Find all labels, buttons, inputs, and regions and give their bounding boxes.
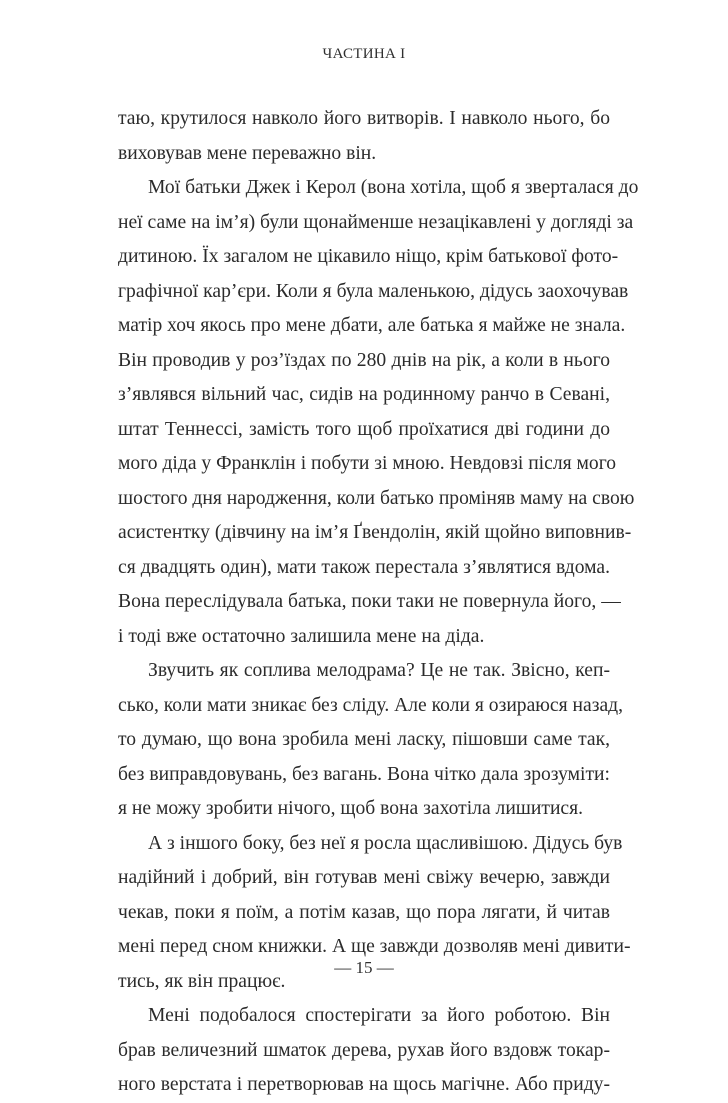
text-line: без виправдовувань, без вагань. Вона чітко дала зрозуміти: bbox=[118, 763, 610, 785]
text-line: дитиною. Їх загалом не цікавило ніщо, крім батькової фото- bbox=[118, 246, 619, 267]
text-line: ного верстата і перетворював на щось магічне. Або приду- bbox=[118, 1074, 610, 1095]
text-line: ся двадцять один), мати також перестала з’являтися вдома. bbox=[118, 556, 610, 578]
text-line: Вона переслідувала батька, поки таки не повернула його, — bbox=[118, 591, 621, 612]
text-line: Мої батьки Джек і Керол (вона хотіла, щоб я зверталася до bbox=[148, 177, 639, 198]
text-line: виховував мене переважно він. bbox=[118, 142, 377, 164]
paragraph bbox=[118, 654, 624, 827]
paragraph bbox=[118, 102, 610, 171]
paragraph bbox=[118, 171, 639, 654]
text-line: Звучить як соплива мелодрама? Це не так. Звісно, кеп- bbox=[148, 660, 610, 681]
text-line: тись, як він працює. bbox=[118, 970, 286, 992]
text-line: чекав, поки я поїм, а потім казав, що пора лягати, й читав bbox=[118, 901, 610, 923]
text-line: надійний і добрий, він готував мені свіжу вечерю, завжди bbox=[118, 867, 610, 888]
text-line: А з іншого боку, без неї я росла щасливішою. Дідусь був bbox=[148, 832, 623, 854]
text-line: Він проводив у роз’їздах по 280 днів на рік, а коли в нього bbox=[118, 349, 610, 371]
text-line: сько, коли мати зникає без сліду. Але коли я озираюся назад, bbox=[118, 694, 624, 716]
text-line: матір хоч якось про мене дбати, але батька я майже не знала. bbox=[118, 315, 626, 336]
page-number: — 15 — bbox=[334, 958, 394, 977]
text-line: неї саме на ім’я) були щонайменше незацікавлені у догляді за bbox=[118, 211, 634, 233]
text-line: брав величезний шматок дерева, рухав його вздовж токар- bbox=[118, 1039, 610, 1061]
text-line: штат Теннессі, замість того щоб проїхатися дві години до bbox=[118, 418, 610, 440]
text-line: мені перед сном книжки. А ще завжди дозволяв мені дивити- bbox=[118, 936, 631, 957]
text-line: асистентку (дівчину на ім’я Ґвендолін, якій щойно виповнив- bbox=[118, 522, 632, 543]
page-body-text bbox=[118, 102, 639, 1103]
text-line: я не можу зробити нічого, щоб вона захотіла лишитися. bbox=[118, 798, 584, 819]
text-line: мого діда у Франклін і побути зі мною. Невдовзі після мого bbox=[118, 453, 617, 474]
running-header: ЧАСТИНА І bbox=[322, 46, 406, 62]
paragraph bbox=[118, 999, 610, 1103]
text-line: графічної кар’єри. Коли я була маленькою, дідусь заохочував bbox=[118, 280, 629, 302]
text-line: таю, крутилося навколо його витворів. І навколо нього, бо bbox=[118, 108, 610, 129]
text-line: то думаю, що вона зробила мені ласку, пішовши саме так, bbox=[118, 729, 610, 750]
text-line: Мені подобалося спостерігати за його роботою. Він bbox=[148, 1005, 610, 1026]
text-line: з’являвся вільний час, сидів на родинному ранчо в Севані, bbox=[118, 384, 610, 405]
text-line: і тоді вже остаточно залишила мене на діда. bbox=[118, 625, 485, 647]
text-line: шостого дня народження, коли батько проміняв маму на свою bbox=[118, 487, 635, 509]
